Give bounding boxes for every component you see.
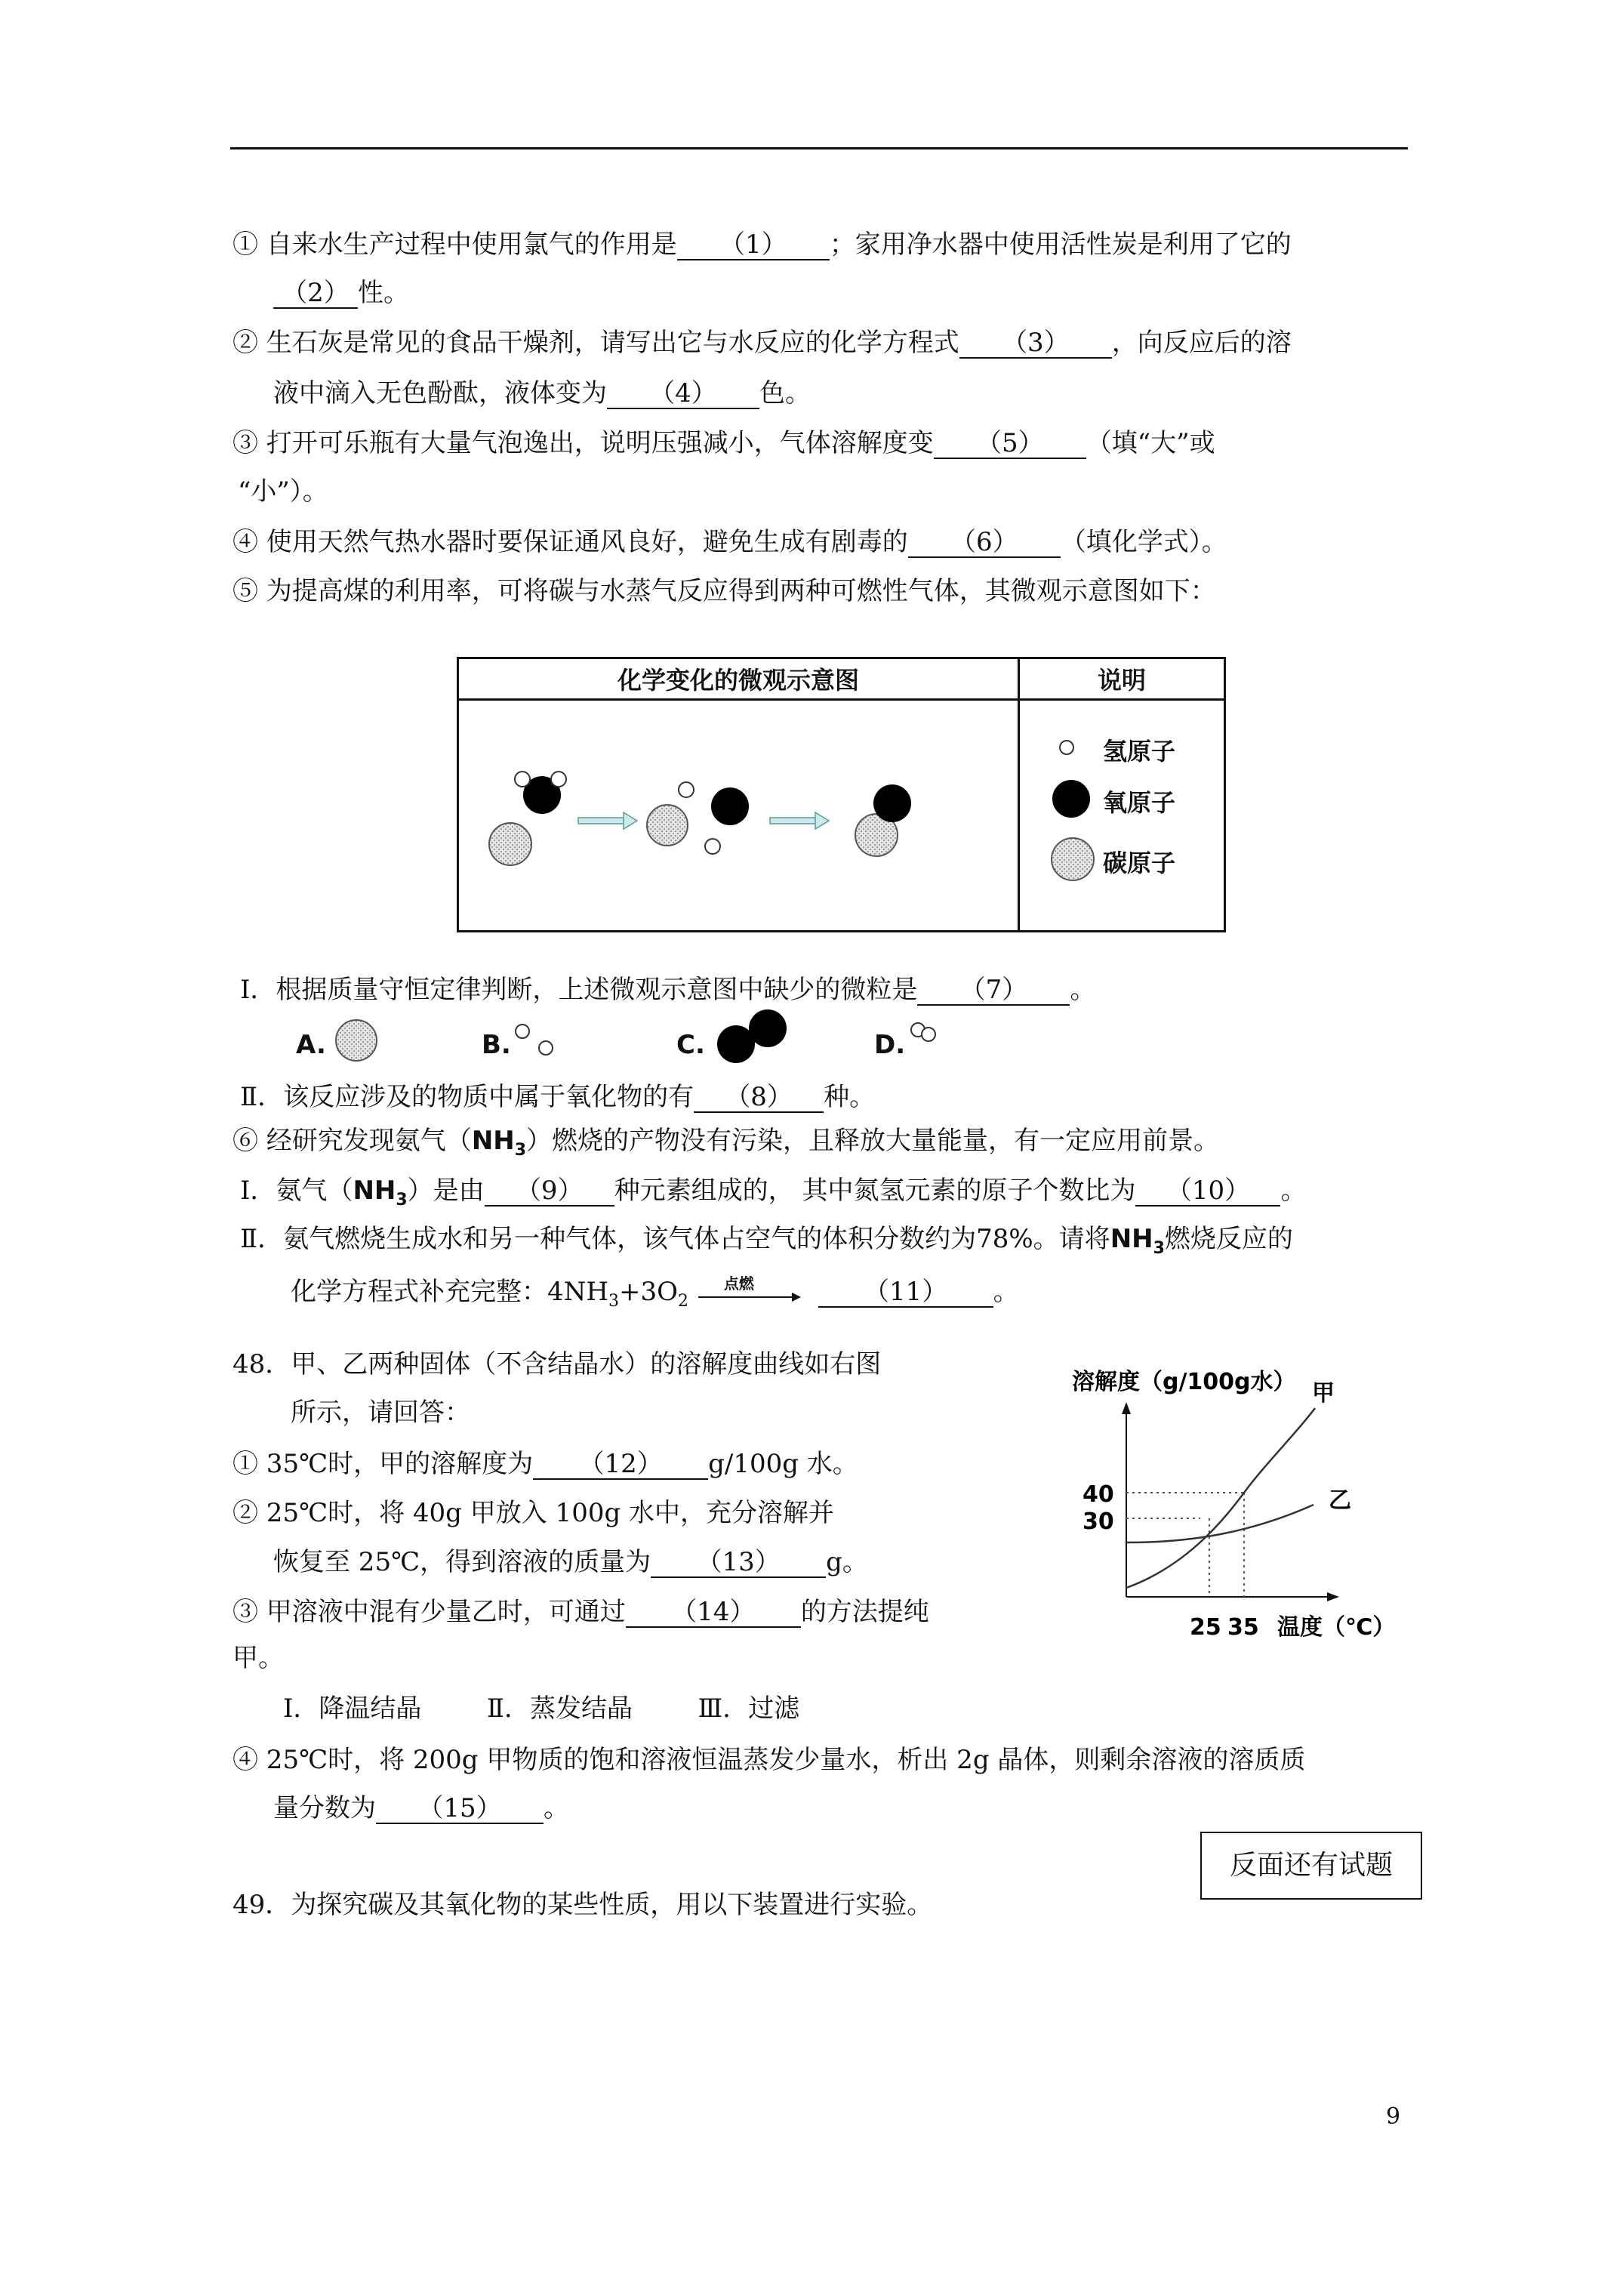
option-c-symbol xyxy=(711,1004,802,1072)
carbon-atom xyxy=(489,823,531,865)
hydrogen-atom xyxy=(515,772,530,787)
q48-line7: 甲。 xyxy=(233,1643,284,1673)
hydrogen-atom xyxy=(551,772,566,787)
blank-10[interactable]: （10） xyxy=(1135,1176,1280,1207)
q48-line6: ③ 甲溶液中混有少量乙时，可通过 （14） 的方法提纯 xyxy=(233,1597,929,1627)
blank-9[interactable]: （9） xyxy=(485,1176,614,1207)
y-tick-30: 30 xyxy=(1083,1509,1114,1535)
legend-carbon: 碳原子 xyxy=(1103,849,1176,877)
table-head-right: 说明 xyxy=(1019,658,1225,700)
blank-3[interactable]: （3） xyxy=(959,328,1112,359)
legend-cell xyxy=(1019,700,1225,932)
q47-equation: 化学方程式补充完整：$4NH_3+3O_2$ 点燃 （11） 。 xyxy=(291,1276,1019,1318)
blank-4[interactable]: （4） xyxy=(607,379,759,409)
micro-diagram-table xyxy=(457,657,1226,932)
oxygen-atom xyxy=(873,784,911,822)
arrow-icon xyxy=(770,812,829,829)
option-b[interactable]: B. xyxy=(482,1030,511,1060)
hydrogen-legend-icon xyxy=(1060,741,1073,754)
table-head-left: 化学变化的微观示意图 xyxy=(458,658,1019,700)
q48-line9: ④ 25℃时，将 200g 甲物质的饱和溶液恒温蒸发少量水，析出 2g 晶体，则剩余溶液的溶质质 xyxy=(233,1745,1306,1775)
q47-part-6ii: Ⅱ．氨气燃烧生成水和另一种气体，该气体占空气的体积分数约为78%。请将$NH_3$燃烧反应的 xyxy=(240,1224,1293,1258)
back-note-box: 反面还有试题 xyxy=(1200,1832,1422,1900)
q48-choices: Ⅰ．降温结晶 Ⅱ．蒸发结晶 Ⅲ．过滤 xyxy=(283,1693,800,1724)
q49-line: 49．为探究碳及其氧化物的某些性质，用以下装置进行实验。 xyxy=(233,1890,933,1920)
q48-line1: 48．甲、乙两种固体（不含结晶水）的溶解度曲线如右图 xyxy=(233,1349,882,1379)
q47-line3: ③ 打开可乐瓶有大量气泡逸出，说明压强减小，气体溶解度变 （5） （填“大”或 xyxy=(233,428,1215,458)
legend-oxygen: 氧原子 xyxy=(1103,788,1176,817)
header-rule xyxy=(230,147,1408,149)
y-axis-arrow xyxy=(1122,1402,1131,1414)
series-yi-label: 乙 xyxy=(1329,1487,1351,1514)
option-d[interactable]: D. xyxy=(874,1030,906,1060)
legend-hydrogen: 氢原子 xyxy=(1103,737,1176,766)
q48-line10: 量分数为 （15） 。 xyxy=(273,1793,569,1823)
solubility-chart xyxy=(1072,1348,1427,1642)
q47-line1-cont: （2） 性。 xyxy=(273,277,409,309)
option-b-symbol xyxy=(507,1018,568,1063)
blank-5[interactable]: （5） xyxy=(934,429,1086,459)
x-tick-25: 25 xyxy=(1190,1614,1221,1641)
carbon-atom xyxy=(647,805,688,846)
blank-12[interactable]: （12） xyxy=(533,1450,708,1480)
q47-line5: ⑤ 为提高煤的利用率，可将碳与水蒸气反应得到两种可燃性气体，其微观示意图如下： xyxy=(233,576,1216,606)
option-a-symbol xyxy=(332,1015,385,1068)
blank-1[interactable]: （1） xyxy=(677,230,830,260)
q47-line4: ④ 使用天然气热水器时要保证通风良好，避免生成有剧毒的 （6） （填化学式）。 xyxy=(233,527,1227,557)
reaction-diagram xyxy=(459,701,1018,927)
blank-15[interactable]: （15） xyxy=(376,1794,544,1824)
option-c[interactable]: C. xyxy=(676,1030,705,1060)
hydrogen-atom xyxy=(705,839,720,854)
chart-xlabel: 温度（℃） xyxy=(1277,1614,1396,1641)
q47-part-6i: Ⅰ．氨气$(NH_3)$是由 （9） 种元素组成的， 其中氮氢元素的原子个数比为 （10） 。 xyxy=(240,1176,1307,1210)
reaction-condition: 点燃 xyxy=(723,1274,754,1293)
q48-line3: ① 35℃时，甲的溶解度为 （12） g/100g 水。 xyxy=(233,1449,858,1479)
q48-line2: 所示，请回答： xyxy=(291,1398,470,1428)
blank-13[interactable]: （13） xyxy=(651,1548,826,1578)
q47-line3-cont: “小”）。 xyxy=(238,476,328,507)
q47-line2-cont: 液中滴入无色酚酞，液体变为 （4） 色。 xyxy=(273,378,811,408)
option-d-symbol xyxy=(903,1013,956,1051)
series-jia-curve xyxy=(1126,1408,1315,1588)
x-axis-arrow xyxy=(1327,1592,1339,1601)
oxygen-atom xyxy=(711,787,749,825)
q48-line4: ② 25℃时，将 40g 甲放入 100g 水中，充分溶解并 xyxy=(233,1498,835,1528)
hydrogen-atom xyxy=(679,782,694,797)
diagram-cell xyxy=(458,700,1019,932)
carbon-legend-icon xyxy=(1052,838,1094,880)
q47-part-i: Ⅰ．根据质量守恒定律判断，上述微观示意图中缺少的微粒是 （7） 。 xyxy=(240,975,1096,1005)
arrow-icon xyxy=(578,812,637,829)
series-jia-label: 甲 xyxy=(1312,1380,1335,1407)
blank-2[interactable]: （2） xyxy=(273,279,358,309)
blank-11[interactable]: （11） xyxy=(818,1277,993,1308)
q47-line2: ② 生石灰是常见的食品干燥剂，请写出它与水反应的化学方程式 （3） ，向反应后的溶 xyxy=(233,328,1292,358)
option-a[interactable]: A. xyxy=(296,1030,326,1060)
blank-7[interactable]: （7） xyxy=(917,975,1070,1006)
oxygen-legend-icon xyxy=(1052,780,1090,818)
x-tick-35: 35 xyxy=(1227,1614,1259,1641)
blank-6[interactable]: （6） xyxy=(908,528,1061,558)
q47-line1: ① 自来水生产过程中使用氯气的作用是 （1） ；家用净水器中使用活性炭是利用了它的 xyxy=(233,230,1292,260)
blank-8[interactable]: （8） xyxy=(694,1083,824,1113)
blank-14[interactable]: （14） xyxy=(626,1598,801,1628)
q48-line5: 恢复至 25℃，得到溶液的质量为 （13） g。 xyxy=(273,1547,868,1577)
q47-line6: ⑥ 经研究发现氨气$(NH_3)$燃烧的产物没有污染，且释放大量能量，有一定应用前景。 xyxy=(233,1126,1220,1160)
q47-part-ii: Ⅱ．该反应涉及的物质中属于氧化物的有 （8） 种。 xyxy=(240,1082,876,1112)
page-number: 9 xyxy=(1386,2103,1401,2130)
y-tick-40: 40 xyxy=(1083,1481,1114,1508)
chart-ylabel: 溶解度（g/100g水） xyxy=(1072,1369,1296,1395)
reaction-arrow xyxy=(697,1274,802,1308)
